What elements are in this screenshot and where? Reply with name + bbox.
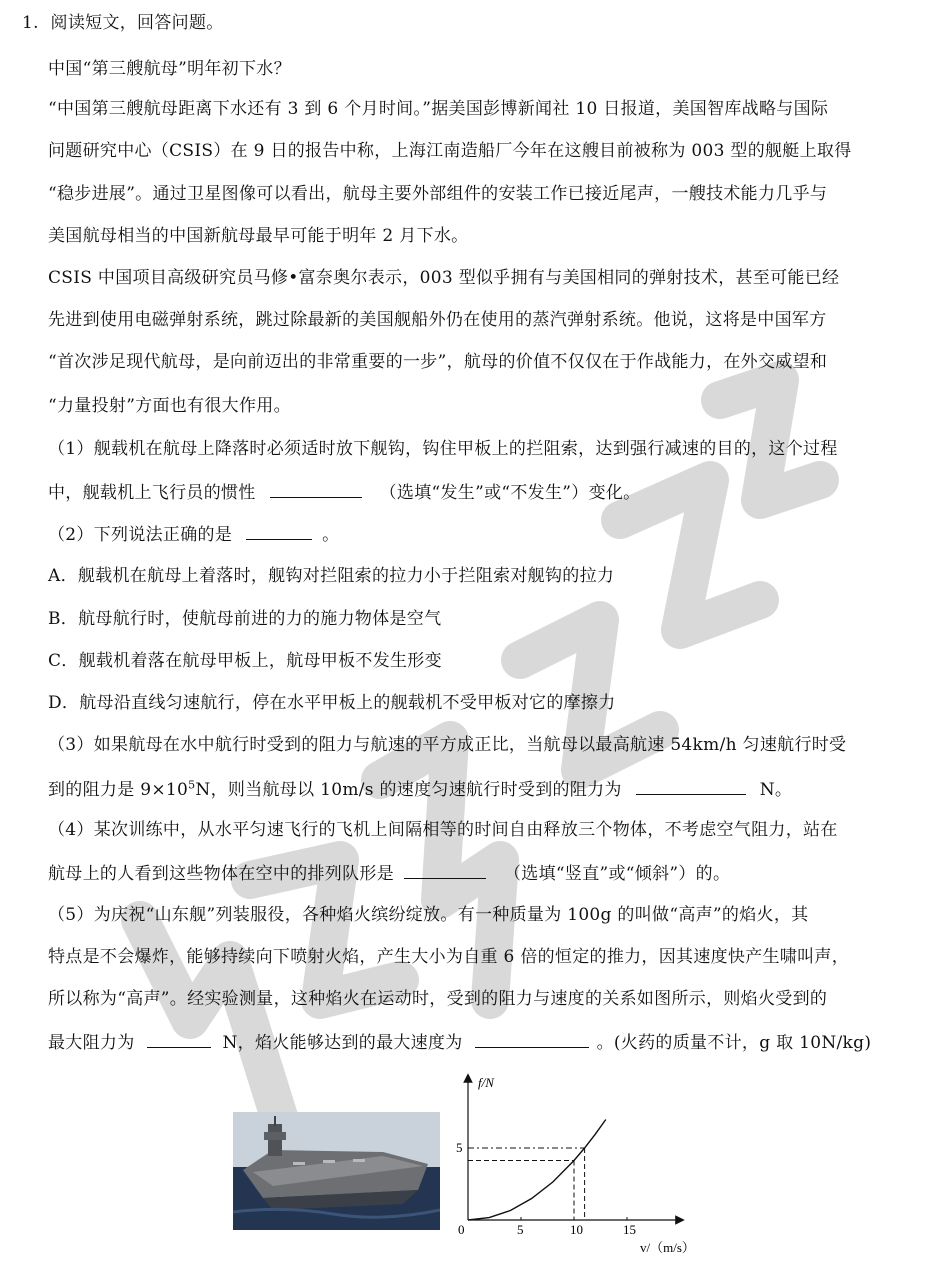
x-tick-label: 10: [570, 1222, 583, 1237]
q1-text: 中，舰载机上飞行员的惯性: [48, 483, 256, 503]
q2-option-a: A．舰载机在航母上着落时，舰钩对拦阻索的拉力小于拦阻索对舰钩的拉力: [48, 566, 615, 586]
para2-line: “首次涉足现代航母，是向前迈出的非常重要的一步”，航母的价值不仅仅在于作战能力，在外交威望和: [48, 352, 828, 372]
q1-text-post: （选填“发生”或“不发生”）变化。: [379, 483, 641, 503]
q4-answer-blank[interactable]: [404, 860, 486, 879]
carrier-illustration: [233, 1112, 440, 1230]
x-axis-label: v/（m/s）: [640, 1240, 695, 1255]
question-intro: 阅读短文，回答问题。: [50, 13, 224, 33]
q3-text: 到的阻力是 9×10: [48, 780, 189, 800]
q5-text: 最大阻力为: [48, 1033, 135, 1053]
q4-stem-line2: [48, 860, 730, 886]
para1-line: 美国航母相当的中国新航母最早可能于明年 2 月下水。: [48, 226, 469, 246]
x-tick-label: 15: [623, 1222, 636, 1237]
y-tick-label: 5: [456, 1140, 463, 1155]
q2-option-b: B．航母航行时，使航母前进的力的施力物体是空气: [48, 609, 442, 629]
question-number: 1.: [22, 13, 39, 33]
q5-stem-line2: 特点是不会爆炸，能够持续向下喷射火焰，产生大小为自重 6 倍的恒定的推力，因其速度快产生啸叫声，: [48, 947, 850, 967]
para1-line: 问题研究中心（CSIS）在 9 日的报告中称，上海江南造船厂今年在这艘目前被称为 003 型的舰艇上取得: [48, 141, 852, 161]
q5-stem-line3: 所以称为“高声”。经实验测量，这种焰火在运动时，受到的阻力与速度的关系如图所示，则焰火受到的: [48, 989, 828, 1009]
question-header: [22, 11, 224, 35]
q5-text-post: 。(火药的质量不计，g 取 10N/kg): [596, 1033, 872, 1053]
q5-text-mid: N，焰火能够达到的最大速度为: [222, 1033, 463, 1053]
para2-line: 先进到使用电磁弹射系统，跳过除最新的美国舰船外仍在使用的蒸汽弹射系统。他说，这将是中国军方: [48, 310, 827, 330]
q3-text-b: N，则当航母以 10m/s 的速度匀速航行时受到的阻力为: [195, 780, 622, 800]
para1-line: “稳步进展”。通过卫星图像可以看出，航母主要外部组件的安装工作已接近尾声，一艘技术能力几乎与: [48, 184, 828, 204]
q4-stem: （4）某次训练中，从水平匀速飞行的飞机上间隔相等的时间自由释放三个物体，不考虑空气阻力，站在: [48, 820, 838, 840]
q5-max-drag-blank[interactable]: [147, 1029, 211, 1048]
q2-option-d: D．航母沿直线匀速航行，停在水平甲板上的舰载机不受甲板对它的摩擦力: [48, 693, 616, 713]
q3-text-post: N。: [759, 780, 793, 800]
para2-line: “力量投射”方面也有很大作用。: [48, 396, 291, 416]
q4-text-post: （选填“竖直”或“倾斜”）的。: [504, 864, 731, 884]
q2-stem: [48, 521, 339, 547]
para2-line: CSIS 中国项目高级研究员马修•富奈奥尔表示，003 型似乎拥有与美国相同的弹射技术，甚至可能已经: [48, 268, 840, 288]
q2-answer-blank[interactable]: [246, 521, 312, 540]
q2-text-post: 。: [322, 525, 340, 545]
q3-stem-line2: [48, 776, 792, 802]
q2-option-c: C．舰载机着落在航母甲板上，航母甲板不发生形变: [48, 651, 442, 671]
q2-text: （2）下列说法正确的是: [48, 525, 233, 545]
drag-speed-chart: [448, 1072, 698, 1267]
q1-stem-line2: [48, 479, 640, 505]
q5-max-speed-blank[interactable]: [475, 1029, 589, 1048]
q3-answer-blank[interactable]: [636, 776, 746, 795]
q3-exponent: 5: [188, 778, 196, 792]
aircraft-carrier-photo: [233, 1112, 440, 1230]
article-headline: 中国“第三艘航母”明年初下水？: [48, 59, 291, 79]
drag-curve: [468, 1120, 606, 1221]
x-tick-label: 0: [458, 1222, 465, 1237]
q4-text: 航母上的人看到这些物体在空中的排列队形是: [48, 864, 394, 884]
q3-stem: （3）如果航母在水中航行时受到的阻力与航速的平方成正比，当航母以最高航速 54km/h 匀速航行时受: [48, 735, 847, 755]
q5-stem-line4: [48, 1029, 871, 1055]
q5-stem: （5）为庆祝“山东舰”列装服役，各种焰火缤纷绽放。有一种质量为 100g 的叫做“高声”的焰火，其: [48, 905, 809, 925]
q1-stem: （1）舰载机在航母上降落时必须适时放下舰钩，钩住甲板上的拦阻索，达到强行减速的目的，这个过程: [48, 439, 838, 459]
para1-line: “中国第三艘航母距离下水还有 3 到 6 个月时间。”据美国彭博新闻社 10 日报道，美国智库战略与国际: [48, 99, 829, 119]
y-axis-label: f/N: [478, 1075, 494, 1090]
q1-answer-blank[interactable]: [270, 479, 362, 498]
x-tick-label: 5: [517, 1222, 524, 1237]
